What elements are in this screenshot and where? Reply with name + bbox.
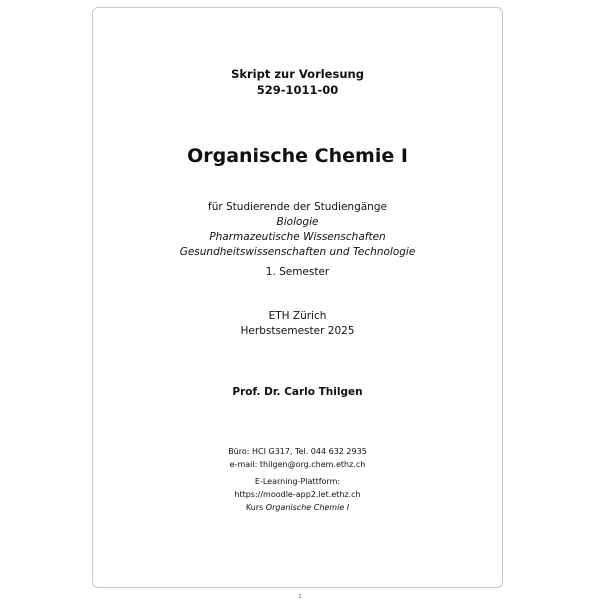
lecture-label: Skript zur Vorlesung xyxy=(231,67,364,81)
email-contact: e-mail: thilgen@org.chem.ethz.ch xyxy=(229,460,366,469)
program-biologie: Biologie xyxy=(276,216,319,228)
author: Prof. Dr. Carlo Thilgen xyxy=(232,386,363,398)
term: Herbstsemester 2025 xyxy=(240,325,355,337)
page-number: 1 xyxy=(298,594,302,600)
program-gesundheitswissenschaften: Gesundheitswissenschaften und Technologie xyxy=(179,246,416,258)
office-contact: Büro: HCI G317, Tel. 044 632 2935 xyxy=(228,447,367,456)
document-page xyxy=(92,7,503,588)
program-pharmazeutische-wissenschaften: Pharmazeutische Wissenschaften xyxy=(209,231,386,243)
audience-intro: für Studierende der Studiengänge xyxy=(208,201,387,213)
institution: ETH Zürich xyxy=(268,310,327,322)
platform-label: E-Learning-Plattform: xyxy=(254,477,341,486)
course-name: Organische Chemie I xyxy=(265,503,350,512)
course-reference xyxy=(93,503,502,512)
platform-url: https://moodle-app2.let.ethz.ch xyxy=(234,490,361,499)
semester: 1. Semester xyxy=(265,266,330,278)
course-prefix: Kurs xyxy=(245,503,266,512)
course-number: 529-1011-00 xyxy=(256,83,339,97)
document-title: Organische Chemie I xyxy=(187,145,408,167)
